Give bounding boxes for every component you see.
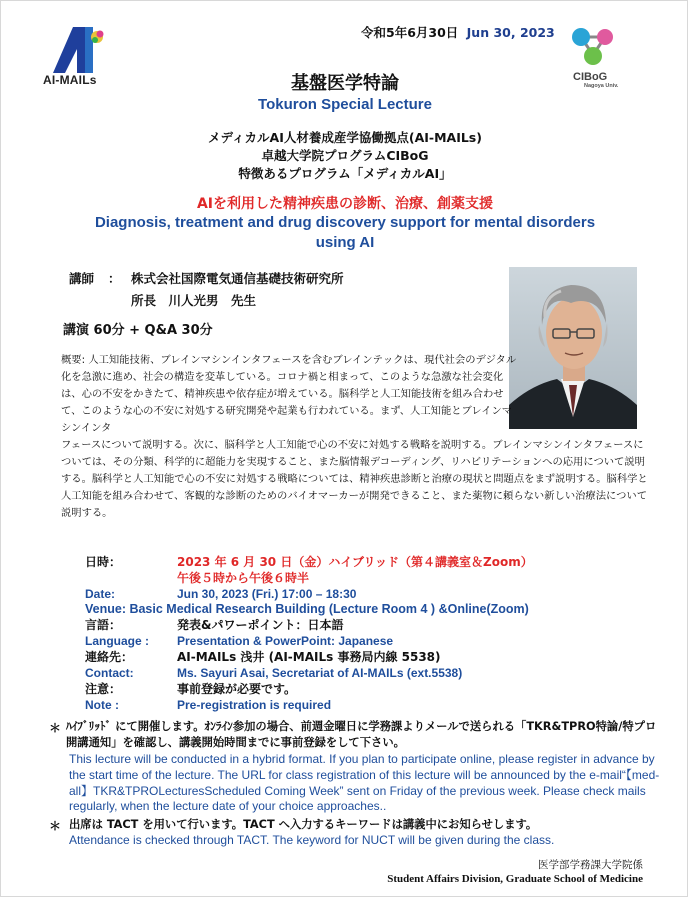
date-label: 日時： xyxy=(85,555,122,569)
contact-value: AI-MAILs 浅井 (AI-MAILs 事務局内線 5538) xyxy=(177,650,441,664)
org-line-1: メディカルAI人材養成産学協働拠点(AI-MAILs) xyxy=(208,130,482,145)
topic-en-line-1: Diagnosis, treatment and drug discovery support for mental disorders xyxy=(94,214,596,231)
language-en-label: Language : xyxy=(85,634,150,648)
org-line-2: 卓越大学院プログラムCIBoG xyxy=(261,148,429,163)
date-en-value: Jun 30, 2023 (Fri.) 17:00 – 18:30 xyxy=(177,587,357,601)
note-1-bullet: ＊ xyxy=(49,721,62,735)
abstract-rest: フェースについて説明する。次に、脳科学と人工知能で心の不安に対処する戦略を説明する。ブレインマシンインタフェースについては、その分類、科学的に超能力を実現すること、また脳情報デコーディング、リハビリテーションへの応用について説明する。脳科学と人工知能で心の不安に対処する戦略については、精神疾患診断と治療の現状と問題点をまず説明する。脳科学と人工知能を組み合わせて、客観的な診断のためのバイオマーカーが開発できること、また薬物に頼らない新しい治療法について説明する。 xyxy=(61,439,648,519)
org-line-3: 特徴あるプログラム「メディカルAI」 xyxy=(238,166,452,181)
lecturer-name: 所長 川人光男 先生 xyxy=(131,293,257,308)
contact-label: 連絡先： xyxy=(85,650,134,664)
language-label: 言語： xyxy=(85,618,122,632)
note-en-label: Note : xyxy=(85,698,119,712)
title-en: Tokuron Special Lecture xyxy=(258,96,432,113)
lecture-duration: 講演 60分 + Q&A 30分 xyxy=(63,323,213,338)
note-1-jp: ﾊｲﾌﾞﾘｯﾄﾞ にて開催します。ｵﾝﾗｲﾝ参加の場合、前週金曜日に学務課よりメールで送られる「TKR&TPRO特論/特プロ開講通知」を確認し、講義開始時間までに事前登録をして下さい。 xyxy=(66,720,657,749)
language-en-value: Presentation & PowerPoint: Japanese xyxy=(177,634,394,648)
note-1-en: This lecture will be conducted in a hybrid format. If you plan to participate online, please register in advance by the start time of the lecture. The URL for class registration of this lecture will be announced by the e-mail“【med-all】TKR&TPROLecturesScheduled Coming Week” sent on Friday of the previous week. Please check mails regularly, when the lecture date of your choice approaches.. xyxy=(69,752,660,814)
date-en-label: Date: xyxy=(85,587,116,601)
note-2-en: Attendance is checked through TACT. The keyword for NUCT will be given during the class. xyxy=(69,833,555,847)
time-value: 午後５時から午後６時半 xyxy=(177,571,310,585)
topic-jp: AIを利用した精神疾患の診断、治療、創薬支援 xyxy=(196,196,494,212)
contact-en-label: Contact: xyxy=(85,666,134,680)
cibog-logo xyxy=(567,23,619,67)
note-2-jp: 出席は TACT を用いて行います。TACT へ入力するキーワードは講義中にお知らせします。 xyxy=(69,818,538,831)
lecturer-org: 株式会社国際電気通信基礎技術研究所 xyxy=(131,271,344,286)
issue-date-jp: 令和5年6月30日 xyxy=(361,25,459,40)
venue: Venue: Basic Medical Research Building (Lecture Room 4 ) &Online(Zoom) xyxy=(85,602,529,616)
language-value: 発表&パワーポイント：日本語 xyxy=(177,618,344,632)
issue-date-en: Jun 30, 2023 xyxy=(466,25,555,40)
date-value: 2023 年 6 月 30 日（金）ハイブリッド（第４講義室＆Zoom） xyxy=(177,555,533,569)
topic-en-line-2: using AI xyxy=(315,234,375,251)
topic-en xyxy=(1,213,688,253)
lecturer-photo xyxy=(509,267,637,429)
issue-date xyxy=(361,23,555,41)
note-label: 注意： xyxy=(85,682,122,696)
lecturer-colon: ： xyxy=(108,271,121,286)
note-2-bullet: ＊ xyxy=(49,819,62,833)
cibog-logo-text: CIBoG xyxy=(573,71,608,83)
contact-en-value: Ms. Sayuri Asai, Secretariat of AI-MAILs (ext.5538) xyxy=(177,666,463,680)
note-en-value: Pre-registration is required xyxy=(177,698,332,712)
cibog-logo-subtext: Nagoya Univ. xyxy=(584,83,619,89)
ai-mails-logo-text: AI-MAILs xyxy=(43,73,97,87)
footer-en: Student Affairs Division, Graduate School of Medicine xyxy=(387,873,643,885)
abstract-top: 概要: 人工知能技術、ブレインマシンインタフェースを含むブレインテックは、現代社会のデジタル化を急激に進め、社会の構造を変革している。コロナ禍と相まって、このような急激な社会変化は、心の不安をかきたて、精神疾患や依存症が増えている。脳科学と人工知能技術を組み合わせて、このような心の不安に対処する研究開発や起業も行われている。まず、人工知能とブレインマシンインタ xyxy=(61,354,517,434)
title-jp: 基盤医学特論 xyxy=(291,73,399,94)
footer-jp: 医学部学務課大学院係 xyxy=(538,859,643,871)
note-value: 事前登録が必要です。 xyxy=(177,682,297,696)
lecturer-label: 講師 xyxy=(69,271,95,286)
